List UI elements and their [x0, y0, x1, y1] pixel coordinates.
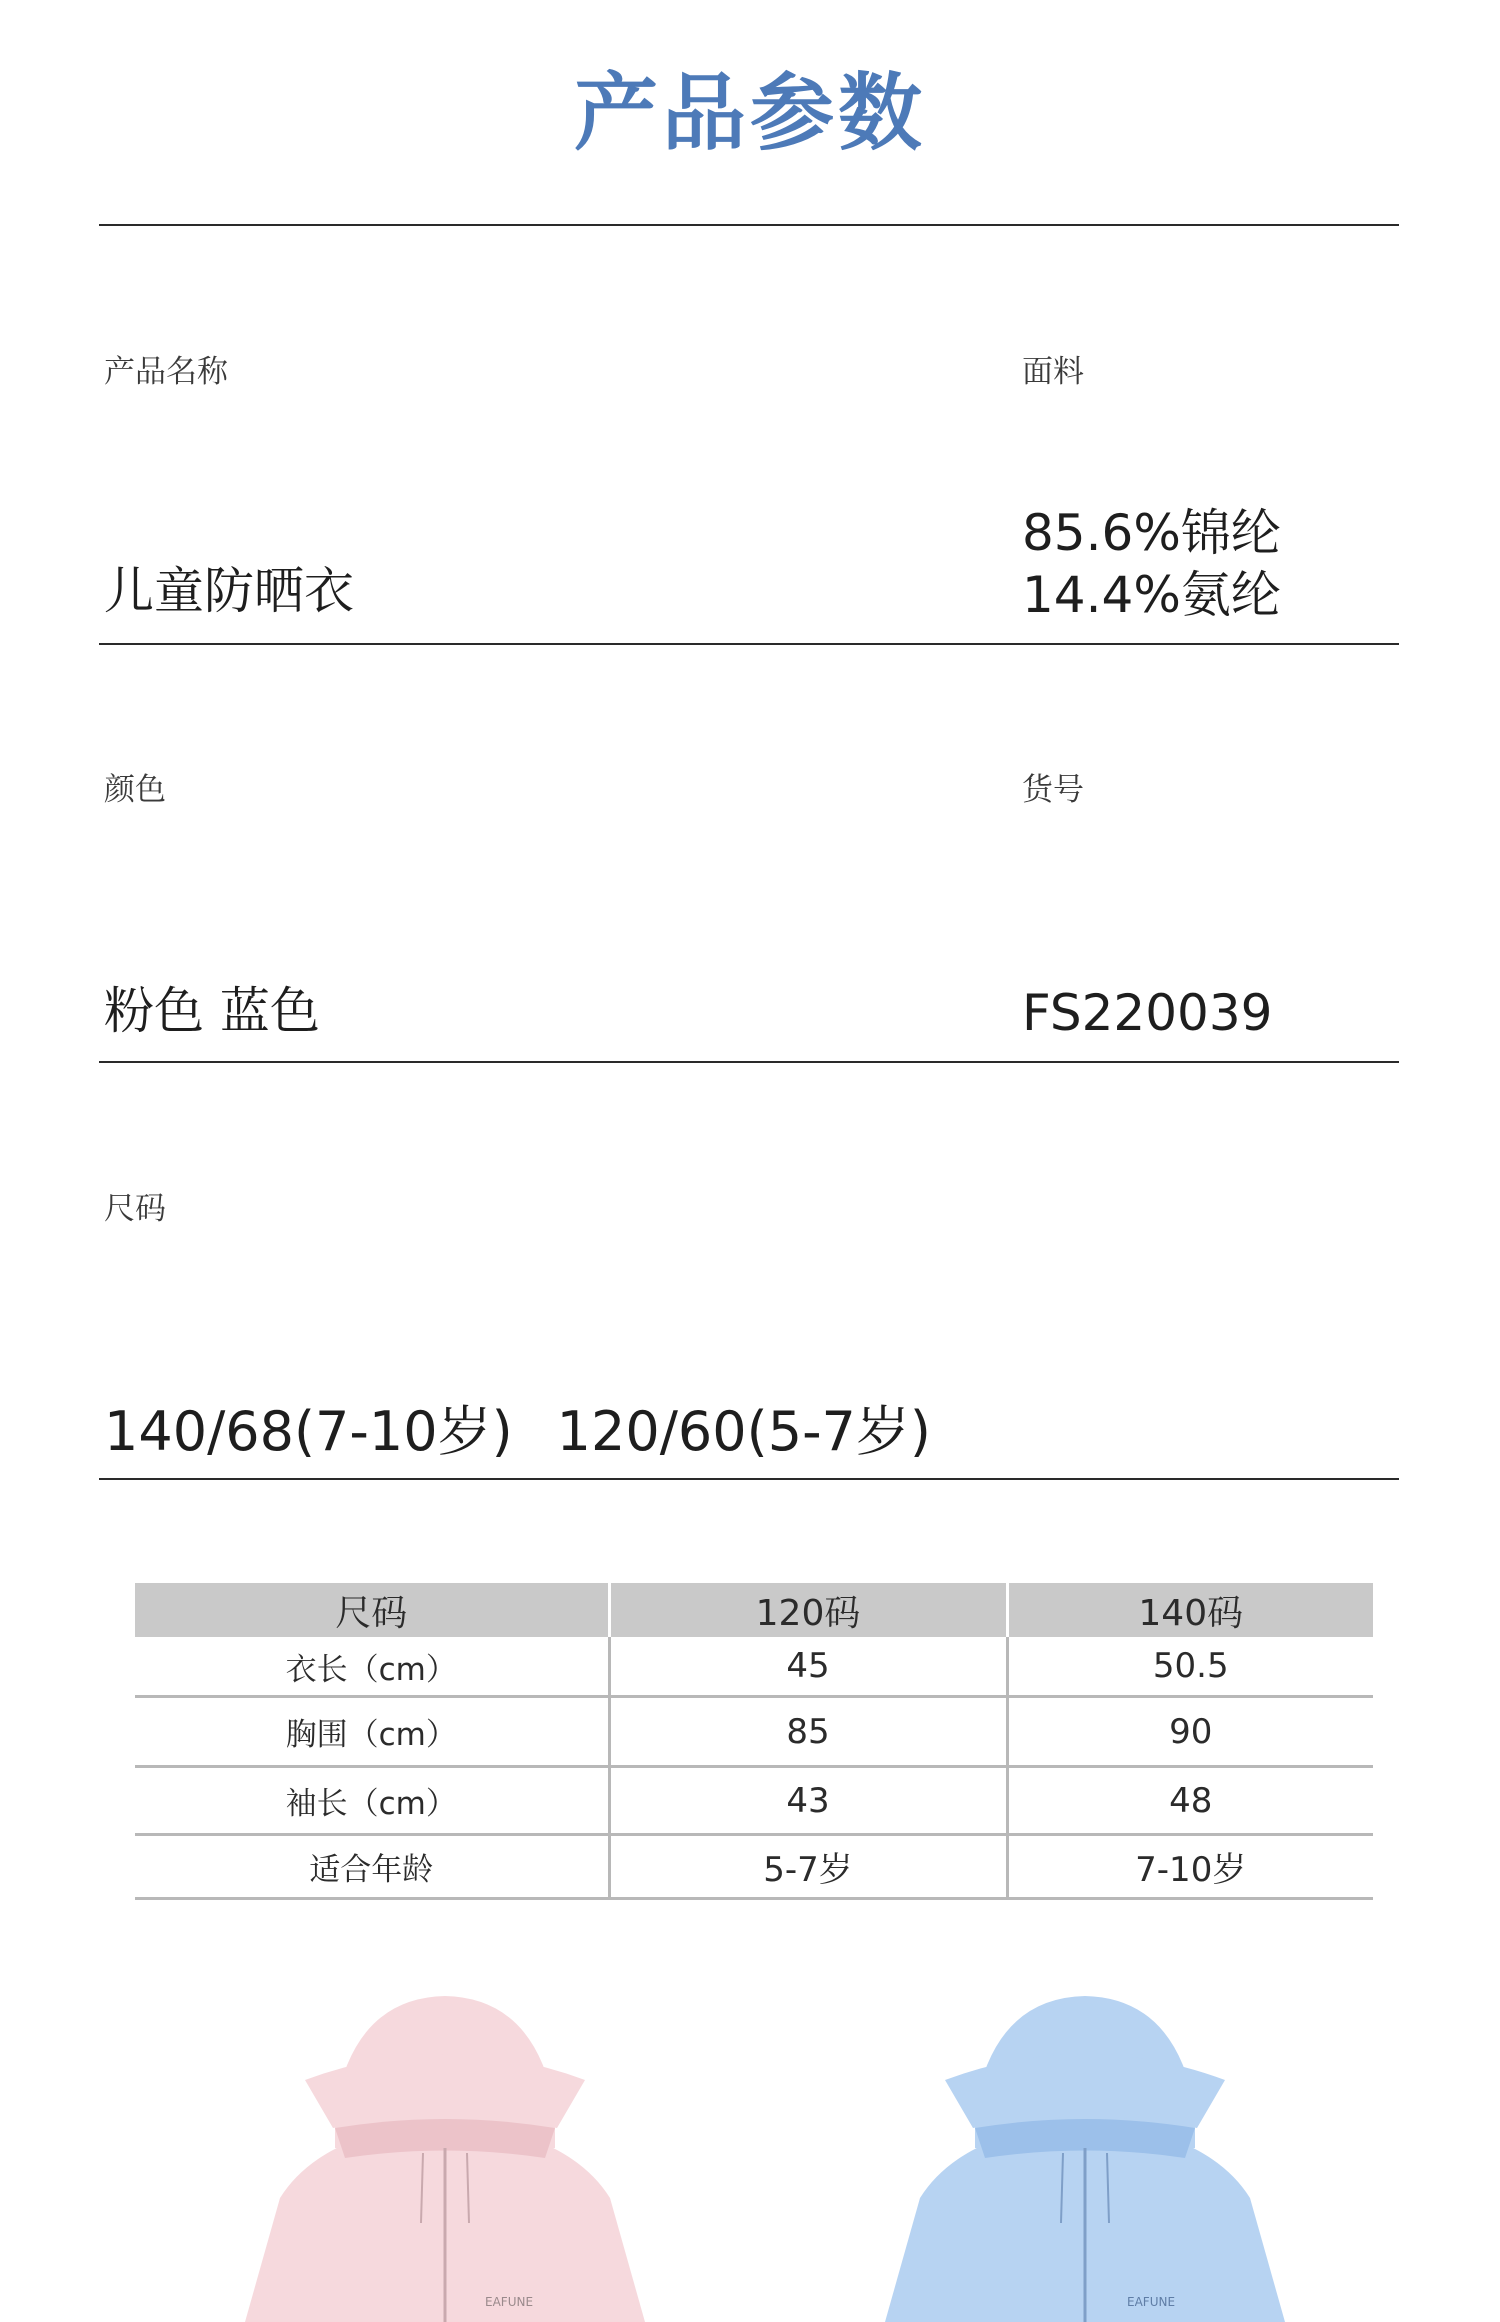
- page-title: 产品参数: [573, 64, 926, 162]
- table-cell: 50.5: [1007, 1637, 1373, 1697]
- table-cell: 48: [1007, 1767, 1373, 1835]
- table-cell: 85: [609, 1697, 1007, 1767]
- table-row: [135, 1637, 1373, 1697]
- size-label: 尺码: [104, 1191, 166, 1227]
- size-value-120: 120/60(5-7岁): [556, 1400, 931, 1463]
- table-cell: 7-10岁: [1007, 1835, 1373, 1899]
- table-cell: 90: [1007, 1697, 1373, 1767]
- table-cell: 袖长（cm）: [135, 1767, 609, 1835]
- table-header-cell: 120码: [609, 1583, 1007, 1637]
- table-row: [135, 1767, 1373, 1835]
- sku-value: FS220039: [1022, 984, 1273, 1042]
- table-cell: 胸围（cm）: [135, 1697, 609, 1767]
- size-value-140: 140/68(7-10岁): [104, 1400, 513, 1463]
- table-row: [135, 1697, 1373, 1767]
- divider: [99, 224, 1399, 226]
- divider: [99, 1478, 1399, 1480]
- table-row: [135, 1835, 1373, 1899]
- color-value: 粉色 蓝色: [104, 982, 320, 1040]
- fabric-line-1: 85.6%锦纶: [1022, 504, 1281, 562]
- pink-jacket-image: [185, 1988, 705, 2322]
- svg-text:EAFUNE: EAFUNE: [1127, 2295, 1176, 2309]
- size-chart-table: [135, 1583, 1373, 1900]
- blue-jacket-image: [845, 1988, 1365, 2322]
- table-header-cell: 尺码: [135, 1583, 609, 1637]
- fabric-value: [1022, 502, 1281, 626]
- table-cell: 适合年龄: [135, 1835, 609, 1899]
- table-cell: 5-7岁: [609, 1835, 1007, 1899]
- sku-label: 货号: [1022, 772, 1084, 808]
- table-header-cell: 140码: [1007, 1583, 1373, 1637]
- product-name-value: 儿童防晒衣: [104, 562, 354, 620]
- fabric-line-2: 14.4%氨纶: [1022, 566, 1281, 624]
- product-name-label: 产品名称: [104, 354, 228, 390]
- size-values: [104, 1400, 931, 1464]
- svg-text:EAFUNE: EAFUNE: [485, 2295, 534, 2309]
- fabric-label: 面料: [1022, 354, 1084, 390]
- table-cell: 43: [609, 1767, 1007, 1835]
- divider: [99, 643, 1399, 645]
- table-cell: 45: [609, 1637, 1007, 1697]
- color-label: 颜色: [104, 772, 166, 808]
- divider: [99, 1061, 1399, 1063]
- table-cell: 衣长（cm）: [135, 1637, 609, 1697]
- table-header-row: [135, 1583, 1373, 1637]
